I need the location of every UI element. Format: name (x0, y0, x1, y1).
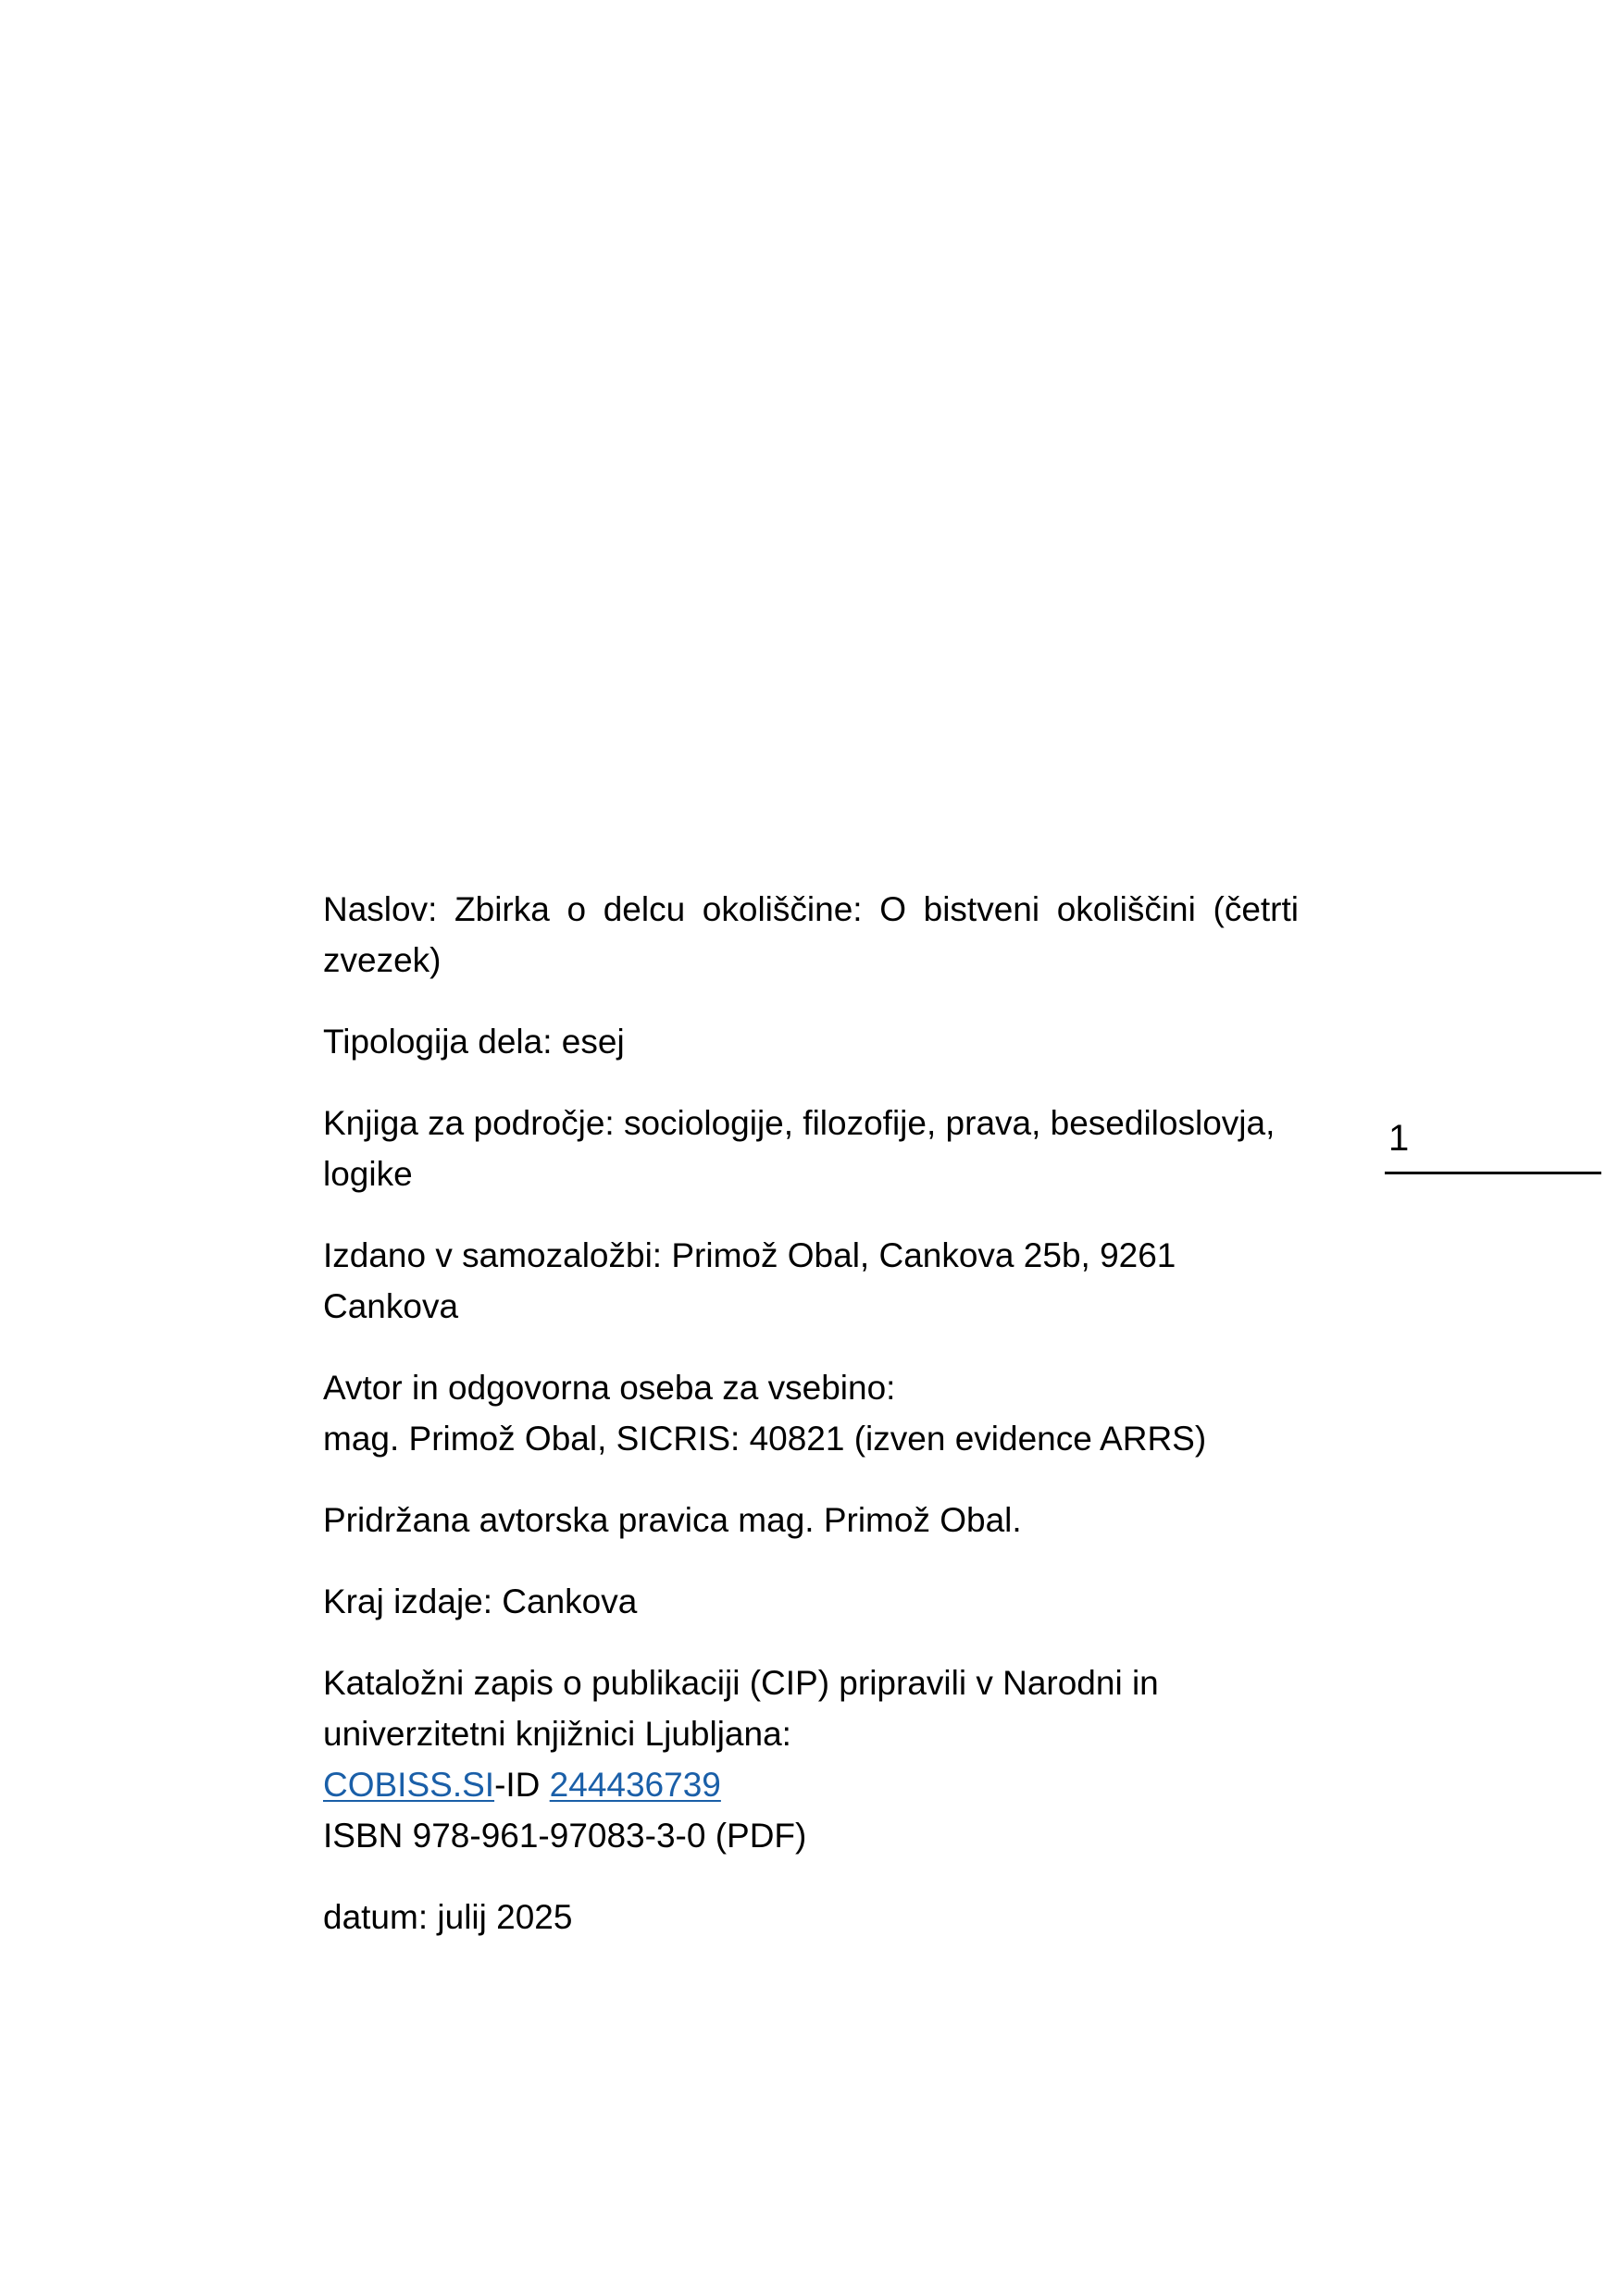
author-line-1: Avtor in odgovorna oseba za vsebino: (323, 1369, 896, 1407)
title-entry (323, 884, 1299, 986)
fields-text: Knjiga za področje: sociologije, filozofije, prava, besediloslovja, logike (323, 1104, 1276, 1193)
typology-entry (323, 1016, 1299, 1067)
author-line-2: mag. Primož Obal, SICRIS: 40821 (izven evidence ARRS) (323, 1420, 1207, 1458)
date-text: datum: julij 2025 (323, 1898, 573, 1936)
cobiss-line (323, 1759, 1299, 1810)
publisher-entry (323, 1230, 1299, 1332)
page-number-rule (1385, 1172, 1601, 1174)
publisher-line-1: Izdano v samozaložbi: Primož Obal, Cankova 25b, 9261 (323, 1236, 1176, 1274)
typology-text: Tipologija dela: esej (323, 1023, 625, 1061)
place-text: Kraj izdaje: Cankova (323, 1582, 638, 1620)
cobiss-id-label: -ID (494, 1766, 550, 1804)
publisher-line-2: Cankova (323, 1287, 459, 1325)
title-entry-text: Naslov: Zbirka o delcu okoliščine: O bistveni okoliščini (četrti zvezek) (323, 890, 1299, 979)
copyright-text: Pridržana avtorska pravica mag. Primož Obal. (323, 1501, 1022, 1539)
cobiss-link[interactable]: COBISS.SI (323, 1766, 495, 1804)
cip-line-2: univerzitetni knjižnici Ljubljana: (323, 1715, 791, 1753)
page-number: 1 (1388, 1118, 1410, 1159)
place-entry (323, 1576, 1299, 1627)
colophon (323, 884, 1299, 1973)
copyright-entry (323, 1495, 1299, 1545)
cip-line-1: Kataložni zapis o publikaciji (CIP) pripravili v Narodni in (323, 1664, 1159, 1702)
cobiss-id-link[interactable]: 244436739 (549, 1766, 721, 1804)
isbn-text: ISBN 978-961-97083-3-0 (PDF) (323, 1817, 807, 1855)
fields-entry (323, 1098, 1299, 1199)
author-entry (323, 1362, 1299, 1464)
date-entry (323, 1892, 1299, 1942)
cip-entry (323, 1657, 1299, 1861)
